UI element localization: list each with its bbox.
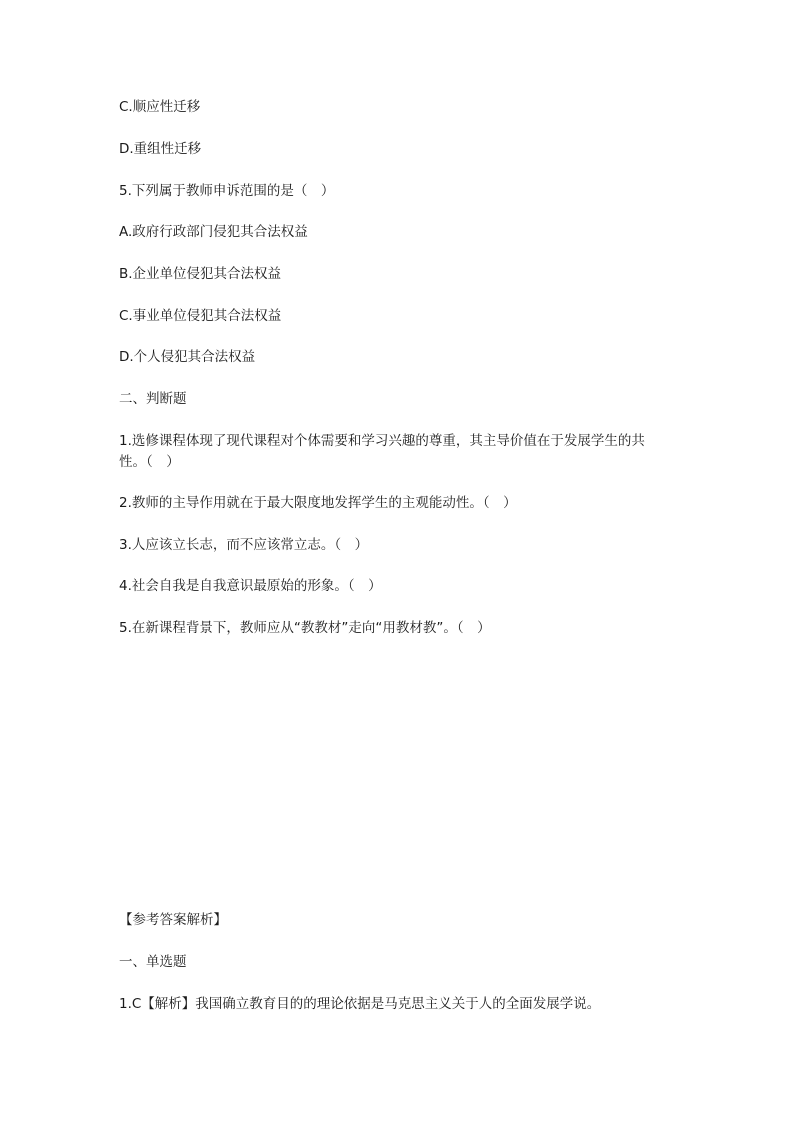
- option-b-text: B.企业单位侵犯其合法权益: [119, 266, 282, 282]
- section-heading-single-choice: 一、单选题: [119, 954, 187, 970]
- option-d-text: D.重组性迁移: [119, 141, 202, 157]
- option-c-text: C.顺应性迁移: [119, 99, 201, 115]
- judgment-question-3: 3.人应该立长志，而不应该常立志。（ ）: [119, 537, 369, 553]
- option-d-text-2: D.个人侵犯其合法权益: [119, 349, 256, 365]
- option-a-text: A.政府行政部门侵犯其合法权益: [119, 224, 308, 240]
- judgment-question-5: 5.在新课程背景下，教师应从“教教材”走向“用教材教”。（ ）: [119, 620, 491, 636]
- option-c-text-2: C.事业单位侵犯其合法权益: [119, 308, 282, 324]
- judgment-question-2: 2.教师的主导作用就在于最大限度地发挥学生的主观能动性。（ ）: [119, 495, 517, 511]
- answer-explanation-1: 1.C【解析】我国确立教育目的的理论依据是马克思主义关于人的全面发展学说。: [119, 996, 601, 1012]
- judgment-question-4: 4.社会自我是自我意识最原始的形象。（ ）: [119, 578, 382, 594]
- judgment-question-1: 1.选修课程体现了现代课程对个体需要和学习兴趣的尊重，其主导价值在于发展学生的共性。（ ）: [119, 433, 645, 470]
- section-heading-judgment: 二、判断题: [119, 391, 187, 407]
- answer-key-heading: 【参考答案解析】: [119, 912, 227, 928]
- question-5-text: 5.下列属于教师申诉范围的是（ ）: [119, 183, 335, 199]
